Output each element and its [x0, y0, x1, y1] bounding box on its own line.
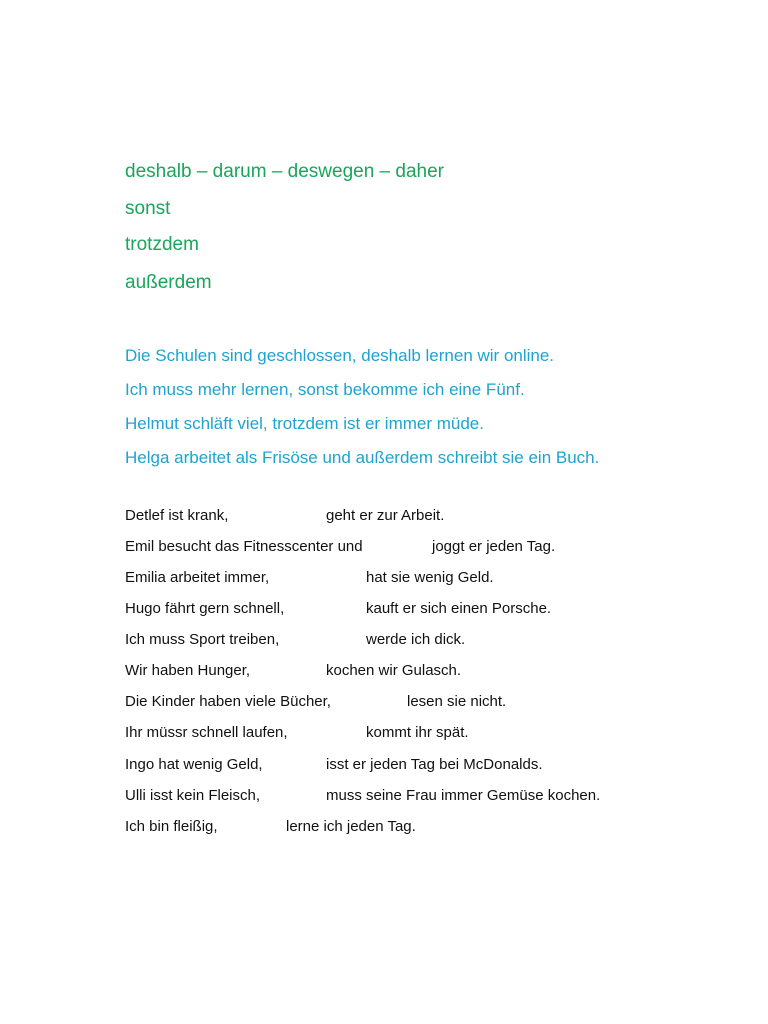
- exercise-row: [125, 816, 685, 838]
- exercise-row: [125, 754, 685, 776]
- exercise-second-clause: hat sie wenig Geld.: [366, 569, 494, 586]
- keyword-ausserdem: außerdem: [125, 272, 212, 293]
- exercise-row: [125, 567, 685, 589]
- keyword-sonst: sonst: [125, 198, 171, 219]
- exercise-row: [125, 722, 685, 744]
- exercise-row: [125, 536, 685, 558]
- exercise-row: [125, 505, 685, 527]
- exercise-row: [125, 785, 685, 807]
- exercise-second-clause: lesen sie nicht.: [407, 693, 507, 710]
- exercise-first-clause: Ihr müssr schnell laufen,: [125, 724, 288, 741]
- exercise-first-clause: Emilia arbeitet immer,: [125, 569, 270, 586]
- exercise-second-clause: kauft er sich einen Porsche.: [366, 600, 552, 617]
- exercise-row: [125, 598, 685, 620]
- exercise-second-clause: kommt ihr spät.: [366, 724, 469, 741]
- exercise-first-clause: Hugo fährt gern schnell,: [125, 600, 285, 617]
- example-sentence-1: Die Schulen sind geschlossen, deshalb lernen wir online.: [125, 346, 555, 365]
- keyword-deshalb-group: deshalb – darum – deswegen – daher: [125, 161, 445, 182]
- exercise-second-clause: joggt er jeden Tag.: [432, 538, 556, 555]
- exercise-second-clause: lerne ich jeden Tag.: [286, 818, 416, 835]
- exercise-first-clause: Ulli isst kein Fleisch,: [125, 787, 261, 804]
- exercise-row: [125, 629, 685, 651]
- example-sentence-3: Helmut schläft viel, trotzdem ist er immer müde.: [125, 414, 484, 433]
- exercise-second-clause: werde ich dick.: [366, 631, 466, 648]
- example-sentence-4: Helga arbeitet als Frisöse und außerdem schreibt sie ein Buch.: [125, 448, 600, 467]
- exercise-first-clause: Die Kinder haben viele Bücher,: [125, 693, 331, 710]
- exercise-first-clause: Ich bin fleißig,: [125, 818, 218, 835]
- example-sentence-2: Ich muss mehr lernen, sonst bekomme ich eine Fünf.: [125, 380, 525, 399]
- exercise-second-clause: muss seine Frau immer Gemüse kochen.: [326, 787, 601, 804]
- exercise-row: [125, 691, 685, 713]
- exercise-second-clause: geht er zur Arbeit.: [326, 507, 445, 524]
- keyword-trotzdem: trotzdem: [125, 234, 199, 255]
- exercise-first-clause: Wir haben Hunger,: [125, 662, 251, 679]
- exercise-second-clause: kochen wir Gulasch.: [326, 662, 462, 679]
- exercise-first-clause: Detlef ist krank,: [125, 507, 229, 524]
- exercise-second-clause: isst er jeden Tag bei McDonalds.: [326, 756, 543, 773]
- exercise-row: [125, 660, 685, 682]
- exercise-first-clause: Emil besucht das Fitnesscenter und: [125, 538, 363, 555]
- exercise-first-clause: Ich muss Sport treiben,: [125, 631, 280, 648]
- exercise-first-clause: Ingo hat wenig Geld,: [125, 756, 263, 773]
